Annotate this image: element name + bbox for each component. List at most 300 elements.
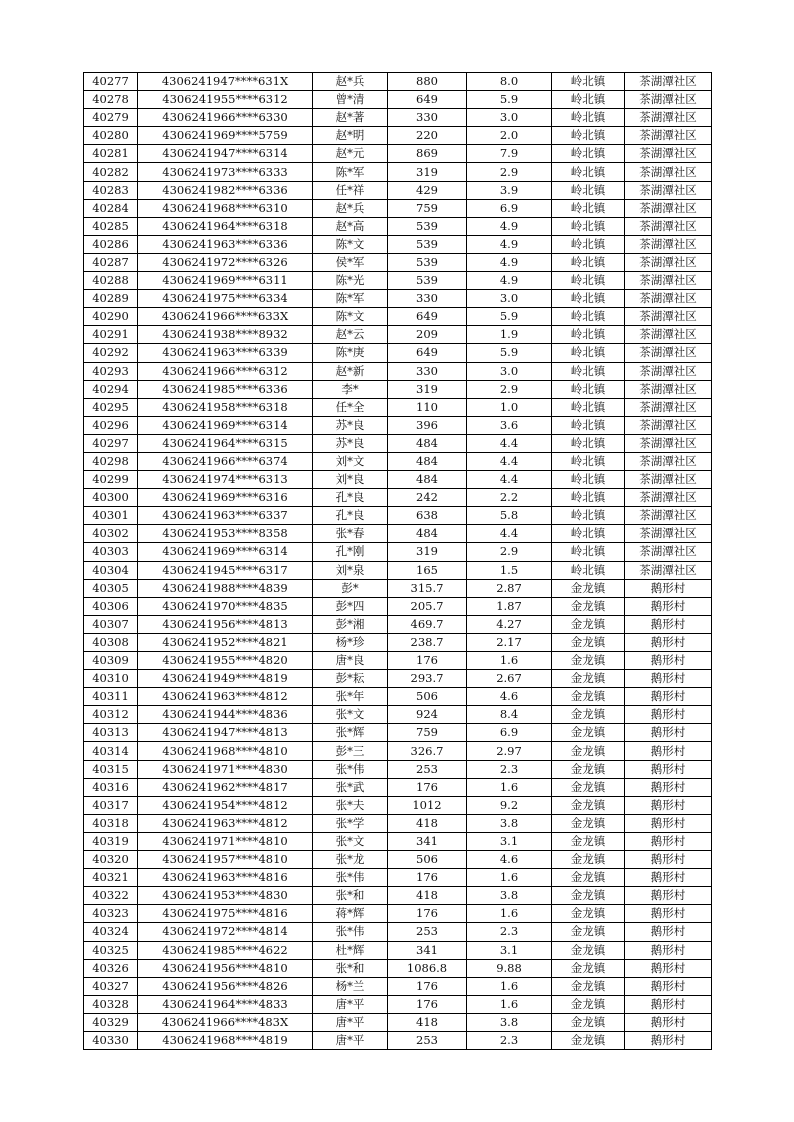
village-cell: 茶湖潭社区 (625, 471, 712, 489)
village-cell: 茶湖潭社区 (625, 272, 712, 290)
table-row (84, 290, 712, 308)
town-cell: 岭北镇 (552, 452, 625, 470)
area-cell: 4.6 (467, 688, 552, 706)
amount-cell: 110 (388, 398, 467, 416)
town-cell: 岭北镇 (552, 235, 625, 253)
village-cell: 鹅形村 (625, 796, 712, 814)
id-number-cell: 4306241974****6313 (138, 471, 313, 489)
village-cell: 茶湖潭社区 (625, 434, 712, 452)
amount-cell: 293.7 (388, 670, 467, 688)
table-row (84, 127, 712, 145)
amount-cell: 220 (388, 127, 467, 145)
table-row (84, 543, 712, 561)
area-cell: 4.9 (467, 217, 552, 235)
amount-cell: 165 (388, 561, 467, 579)
name-cell: 张*武 (313, 778, 388, 796)
area-cell: 1.6 (467, 869, 552, 887)
area-cell: 3.1 (467, 832, 552, 850)
amount-cell: 315.7 (388, 579, 467, 597)
town-cell: 岭北镇 (552, 380, 625, 398)
area-cell: 3.8 (467, 1013, 552, 1031)
table-row (84, 434, 712, 452)
id-number-cell: 4306241963****6337 (138, 507, 313, 525)
id-number-cell: 4306241968****4819 (138, 1031, 313, 1049)
serial-number-cell: 40308 (84, 633, 138, 651)
id-number-cell: 4306241962****4817 (138, 778, 313, 796)
serial-number-cell: 40314 (84, 742, 138, 760)
table-row (84, 489, 712, 507)
name-cell: 陈*文 (313, 235, 388, 253)
table-body (84, 73, 712, 1050)
village-cell: 茶湖潭社区 (625, 416, 712, 434)
name-cell: 赵*著 (313, 109, 388, 127)
village-cell: 鹅形村 (625, 724, 712, 742)
name-cell: 张*伟 (313, 869, 388, 887)
id-number-cell: 4306241956****4813 (138, 615, 313, 633)
name-cell: 赵*元 (313, 145, 388, 163)
amount-cell: 176 (388, 778, 467, 796)
name-cell: 陈*文 (313, 308, 388, 326)
town-cell: 金龙镇 (552, 851, 625, 869)
town-cell: 岭北镇 (552, 217, 625, 235)
area-cell: 1.6 (467, 652, 552, 670)
name-cell: 赵*云 (313, 326, 388, 344)
name-cell: 陈*军 (313, 163, 388, 181)
town-cell: 金龙镇 (552, 977, 625, 995)
id-number-cell: 4306241955****4820 (138, 652, 313, 670)
table-row (84, 597, 712, 615)
serial-number-cell: 40286 (84, 235, 138, 253)
id-number-cell: 4306241975****6334 (138, 290, 313, 308)
town-cell: 金龙镇 (552, 814, 625, 832)
area-cell: 3.0 (467, 362, 552, 380)
id-number-cell: 4306241954****4812 (138, 796, 313, 814)
village-cell: 茶湖潭社区 (625, 344, 712, 362)
id-number-cell: 4306241949****4819 (138, 670, 313, 688)
serial-number-cell: 40292 (84, 344, 138, 362)
amount-cell: 638 (388, 507, 467, 525)
town-cell: 金龙镇 (552, 941, 625, 959)
village-cell: 茶湖潭社区 (625, 109, 712, 127)
table-row (84, 670, 712, 688)
town-cell: 岭北镇 (552, 471, 625, 489)
serial-number-cell: 40297 (84, 434, 138, 452)
name-cell: 孔*良 (313, 489, 388, 507)
serial-number-cell: 40303 (84, 543, 138, 561)
serial-number-cell: 40317 (84, 796, 138, 814)
serial-number-cell: 40288 (84, 272, 138, 290)
serial-number-cell: 40327 (84, 977, 138, 995)
amount-cell: 506 (388, 851, 467, 869)
amount-cell: 253 (388, 1031, 467, 1049)
serial-number-cell: 40301 (84, 507, 138, 525)
amount-cell: 924 (388, 706, 467, 724)
area-cell: 2.9 (467, 380, 552, 398)
area-cell: 3.9 (467, 181, 552, 199)
serial-number-cell: 40282 (84, 163, 138, 181)
area-cell: 2.87 (467, 579, 552, 597)
area-cell: 5.9 (467, 308, 552, 326)
table-row (84, 362, 712, 380)
table-row (84, 688, 712, 706)
amount-cell: 484 (388, 471, 467, 489)
amount-cell: 209 (388, 326, 467, 344)
id-number-cell: 4306241945****6317 (138, 561, 313, 579)
amount-cell: 649 (388, 344, 467, 362)
amount-cell: 649 (388, 308, 467, 326)
name-cell: 唐*平 (313, 1013, 388, 1031)
serial-number-cell: 40300 (84, 489, 138, 507)
village-cell: 茶湖潭社区 (625, 217, 712, 235)
table-row (84, 851, 712, 869)
village-cell: 鹅形村 (625, 832, 712, 850)
table-row (84, 344, 712, 362)
town-cell: 金龙镇 (552, 579, 625, 597)
serial-number-cell: 40322 (84, 887, 138, 905)
name-cell: 苏*良 (313, 434, 388, 452)
name-cell: 刘*泉 (313, 561, 388, 579)
serial-number-cell: 40284 (84, 199, 138, 217)
name-cell: 张*和 (313, 887, 388, 905)
amount-cell: 469.7 (388, 615, 467, 633)
id-number-cell: 4306241985****4622 (138, 941, 313, 959)
id-number-cell: 4306241947****6314 (138, 145, 313, 163)
village-cell: 茶湖潭社区 (625, 290, 712, 308)
town-cell: 岭北镇 (552, 163, 625, 181)
area-cell: 5.9 (467, 344, 552, 362)
id-number-cell: 4306241982****6336 (138, 181, 313, 199)
area-cell: 3.8 (467, 814, 552, 832)
name-cell: 彭*耘 (313, 670, 388, 688)
area-cell: 2.97 (467, 742, 552, 760)
amount-cell: 330 (388, 290, 467, 308)
amount-cell: 176 (388, 905, 467, 923)
amount-cell: 176 (388, 995, 467, 1013)
amount-cell: 1086.8 (388, 959, 467, 977)
town-cell: 金龙镇 (552, 597, 625, 615)
area-cell: 2.3 (467, 1031, 552, 1049)
village-cell: 茶湖潭社区 (625, 73, 712, 91)
village-cell: 茶湖潭社区 (625, 308, 712, 326)
town-cell: 岭北镇 (552, 416, 625, 434)
area-cell: 9.88 (467, 959, 552, 977)
name-cell: 任*祥 (313, 181, 388, 199)
amount-cell: 205.7 (388, 597, 467, 615)
town-cell: 岭北镇 (552, 290, 625, 308)
name-cell: 李* (313, 380, 388, 398)
area-cell: 2.67 (467, 670, 552, 688)
amount-cell: 341 (388, 941, 467, 959)
area-cell: 7.9 (467, 145, 552, 163)
serial-number-cell: 40328 (84, 995, 138, 1013)
area-cell: 4.6 (467, 851, 552, 869)
id-number-cell: 4306241953****4830 (138, 887, 313, 905)
table-row (84, 887, 712, 905)
serial-number-cell: 40319 (84, 832, 138, 850)
id-number-cell: 4306241969****6311 (138, 272, 313, 290)
id-number-cell: 4306241966****483X (138, 1013, 313, 1031)
table-row (84, 253, 712, 271)
serial-number-cell: 40279 (84, 109, 138, 127)
area-cell: 4.9 (467, 272, 552, 290)
name-cell: 张*学 (313, 814, 388, 832)
table-row (84, 941, 712, 959)
name-cell: 张*辉 (313, 724, 388, 742)
name-cell: 彭*四 (313, 597, 388, 615)
town-cell: 岭北镇 (552, 199, 625, 217)
serial-number-cell: 40287 (84, 253, 138, 271)
name-cell: 彭*湘 (313, 615, 388, 633)
town-cell: 岭北镇 (552, 489, 625, 507)
town-cell: 金龙镇 (552, 869, 625, 887)
serial-number-cell: 40289 (84, 290, 138, 308)
town-cell: 金龙镇 (552, 923, 625, 941)
serial-number-cell: 40281 (84, 145, 138, 163)
id-number-cell: 4306241969****6316 (138, 489, 313, 507)
id-number-cell: 4306241973****6333 (138, 163, 313, 181)
village-cell: 茶湖潭社区 (625, 163, 712, 181)
area-cell: 4.4 (467, 525, 552, 543)
id-number-cell: 4306241963****4816 (138, 869, 313, 887)
area-cell: 3.6 (467, 416, 552, 434)
id-number-cell: 4306241963****4812 (138, 814, 313, 832)
serial-number-cell: 40326 (84, 959, 138, 977)
name-cell: 陈*庚 (313, 344, 388, 362)
serial-number-cell: 40315 (84, 760, 138, 778)
area-cell: 4.27 (467, 615, 552, 633)
table-row (84, 579, 712, 597)
area-cell: 5.8 (467, 507, 552, 525)
town-cell: 金龙镇 (552, 832, 625, 850)
id-number-cell: 4306241970****4835 (138, 597, 313, 615)
amount-cell: 418 (388, 887, 467, 905)
name-cell: 唐*良 (313, 652, 388, 670)
area-cell: 4.4 (467, 471, 552, 489)
amount-cell: 484 (388, 434, 467, 452)
table-row (84, 163, 712, 181)
name-cell: 刘*文 (313, 452, 388, 470)
name-cell: 孔*刚 (313, 543, 388, 561)
name-cell: 张*伟 (313, 760, 388, 778)
id-number-cell: 4306241955****6312 (138, 91, 313, 109)
serial-number-cell: 40298 (84, 452, 138, 470)
name-cell: 孔*良 (313, 507, 388, 525)
amount-cell: 880 (388, 73, 467, 91)
area-cell: 1.6 (467, 977, 552, 995)
amount-cell: 242 (388, 489, 467, 507)
name-cell: 唐*平 (313, 1031, 388, 1049)
village-cell: 鹅形村 (625, 706, 712, 724)
name-cell: 任*全 (313, 398, 388, 416)
village-cell: 茶湖潭社区 (625, 452, 712, 470)
area-cell: 8.0 (467, 73, 552, 91)
amount-cell: 759 (388, 724, 467, 742)
id-number-cell: 4306241966****6312 (138, 362, 313, 380)
table-row (84, 615, 712, 633)
area-cell: 3.8 (467, 887, 552, 905)
id-number-cell: 4306241938****8932 (138, 326, 313, 344)
table-row (84, 308, 712, 326)
amount-cell: 330 (388, 362, 467, 380)
village-cell: 鹅形村 (625, 1031, 712, 1049)
name-cell: 杨*兰 (313, 977, 388, 995)
area-cell: 2.2 (467, 489, 552, 507)
town-cell: 岭北镇 (552, 543, 625, 561)
amount-cell: 539 (388, 235, 467, 253)
town-cell: 岭北镇 (552, 127, 625, 145)
table-row (84, 471, 712, 489)
serial-number-cell: 40306 (84, 597, 138, 615)
area-cell: 1.9 (467, 326, 552, 344)
serial-number-cell: 40320 (84, 851, 138, 869)
id-number-cell: 4306241964****6315 (138, 434, 313, 452)
id-number-cell: 4306241966****633X (138, 308, 313, 326)
name-cell: 赵*新 (313, 362, 388, 380)
serial-number-cell: 40313 (84, 724, 138, 742)
table-row (84, 507, 712, 525)
area-cell: 1.0 (467, 398, 552, 416)
area-cell: 1.5 (467, 561, 552, 579)
village-cell: 鹅形村 (625, 923, 712, 941)
table-row (84, 326, 712, 344)
id-number-cell: 4306241988****4839 (138, 579, 313, 597)
serial-number-cell: 40312 (84, 706, 138, 724)
table-row (84, 923, 712, 941)
id-number-cell: 4306241969****5759 (138, 127, 313, 145)
village-cell: 鹅形村 (625, 615, 712, 633)
village-cell: 鹅形村 (625, 688, 712, 706)
village-cell: 鹅形村 (625, 778, 712, 796)
name-cell: 赵*兵 (313, 199, 388, 217)
amount-cell: 253 (388, 760, 467, 778)
serial-number-cell: 40324 (84, 923, 138, 941)
amount-cell: 319 (388, 163, 467, 181)
town-cell: 岭北镇 (552, 253, 625, 271)
id-number-cell: 4306241972****4814 (138, 923, 313, 941)
area-cell: 6.9 (467, 724, 552, 742)
area-cell: 1.87 (467, 597, 552, 615)
town-cell: 金龙镇 (552, 633, 625, 651)
name-cell: 侯*军 (313, 253, 388, 271)
table-row (84, 796, 712, 814)
village-cell: 鹅形村 (625, 652, 712, 670)
village-cell: 茶湖潭社区 (625, 326, 712, 344)
name-cell: 杜*辉 (313, 941, 388, 959)
amount-cell: 539 (388, 272, 467, 290)
amount-cell: 341 (388, 832, 467, 850)
table-row (84, 561, 712, 579)
town-cell: 金龙镇 (552, 688, 625, 706)
id-number-cell: 4306241947****631X (138, 73, 313, 91)
village-cell: 鹅形村 (625, 760, 712, 778)
area-cell: 6.9 (467, 199, 552, 217)
table-row (84, 525, 712, 543)
village-cell: 鹅形村 (625, 905, 712, 923)
amount-cell: 418 (388, 1013, 467, 1031)
name-cell: 杨*珍 (313, 633, 388, 651)
village-cell: 茶湖潭社区 (625, 507, 712, 525)
amount-cell: 759 (388, 199, 467, 217)
town-cell: 岭北镇 (552, 344, 625, 362)
table-row (84, 977, 712, 995)
village-cell: 鹅形村 (625, 670, 712, 688)
area-cell: 2.17 (467, 633, 552, 651)
area-cell: 1.6 (467, 995, 552, 1013)
name-cell: 张*年 (313, 688, 388, 706)
table-row (84, 959, 712, 977)
amount-cell: 176 (388, 977, 467, 995)
town-cell: 岭北镇 (552, 507, 625, 525)
table-row (84, 905, 712, 923)
village-cell: 鹅形村 (625, 814, 712, 832)
village-cell: 鹅形村 (625, 977, 712, 995)
village-cell: 鹅形村 (625, 851, 712, 869)
village-cell: 鹅形村 (625, 633, 712, 651)
amount-cell: 506 (388, 688, 467, 706)
amount-cell: 326.7 (388, 742, 467, 760)
table-row (84, 724, 712, 742)
area-cell: 9.2 (467, 796, 552, 814)
amount-cell: 176 (388, 652, 467, 670)
serial-number-cell: 40329 (84, 1013, 138, 1031)
name-cell: 张*和 (313, 959, 388, 977)
table-row (84, 1013, 712, 1031)
amount-cell: 319 (388, 543, 467, 561)
area-cell: 3.0 (467, 109, 552, 127)
village-cell: 茶湖潭社区 (625, 380, 712, 398)
town-cell: 岭北镇 (552, 181, 625, 199)
town-cell: 岭北镇 (552, 398, 625, 416)
name-cell: 蒋*辉 (313, 905, 388, 923)
village-cell: 鹅形村 (625, 941, 712, 959)
amount-cell: 1012 (388, 796, 467, 814)
area-cell: 2.9 (467, 543, 552, 561)
town-cell: 金龙镇 (552, 760, 625, 778)
village-cell: 鹅形村 (625, 742, 712, 760)
area-cell: 3.0 (467, 290, 552, 308)
serial-number-cell: 40305 (84, 579, 138, 597)
serial-number-cell: 40285 (84, 217, 138, 235)
serial-number-cell: 40309 (84, 652, 138, 670)
amount-cell: 176 (388, 869, 467, 887)
name-cell: 张*文 (313, 706, 388, 724)
serial-number-cell: 40321 (84, 869, 138, 887)
serial-number-cell: 40318 (84, 814, 138, 832)
id-number-cell: 4306241957****4810 (138, 851, 313, 869)
serial-number-cell: 40302 (84, 525, 138, 543)
serial-number-cell: 40291 (84, 326, 138, 344)
area-cell: 2.3 (467, 923, 552, 941)
table-row (84, 272, 712, 290)
serial-number-cell: 40277 (84, 73, 138, 91)
id-number-cell: 4306241985****6336 (138, 380, 313, 398)
table-row (84, 869, 712, 887)
id-number-cell: 4306241972****6326 (138, 253, 313, 271)
amount-cell: 319 (388, 380, 467, 398)
amount-cell: 484 (388, 525, 467, 543)
name-cell: 陈*军 (313, 290, 388, 308)
id-number-cell: 4306241966****6374 (138, 452, 313, 470)
town-cell: 金龙镇 (552, 652, 625, 670)
village-cell: 茶湖潭社区 (625, 543, 712, 561)
name-cell: 张*文 (313, 832, 388, 850)
id-number-cell: 4306241971****4810 (138, 832, 313, 850)
amount-cell: 418 (388, 814, 467, 832)
area-cell: 4.4 (467, 434, 552, 452)
area-cell: 3.1 (467, 941, 552, 959)
village-cell: 鹅形村 (625, 887, 712, 905)
id-number-cell: 4306241971****4830 (138, 760, 313, 778)
